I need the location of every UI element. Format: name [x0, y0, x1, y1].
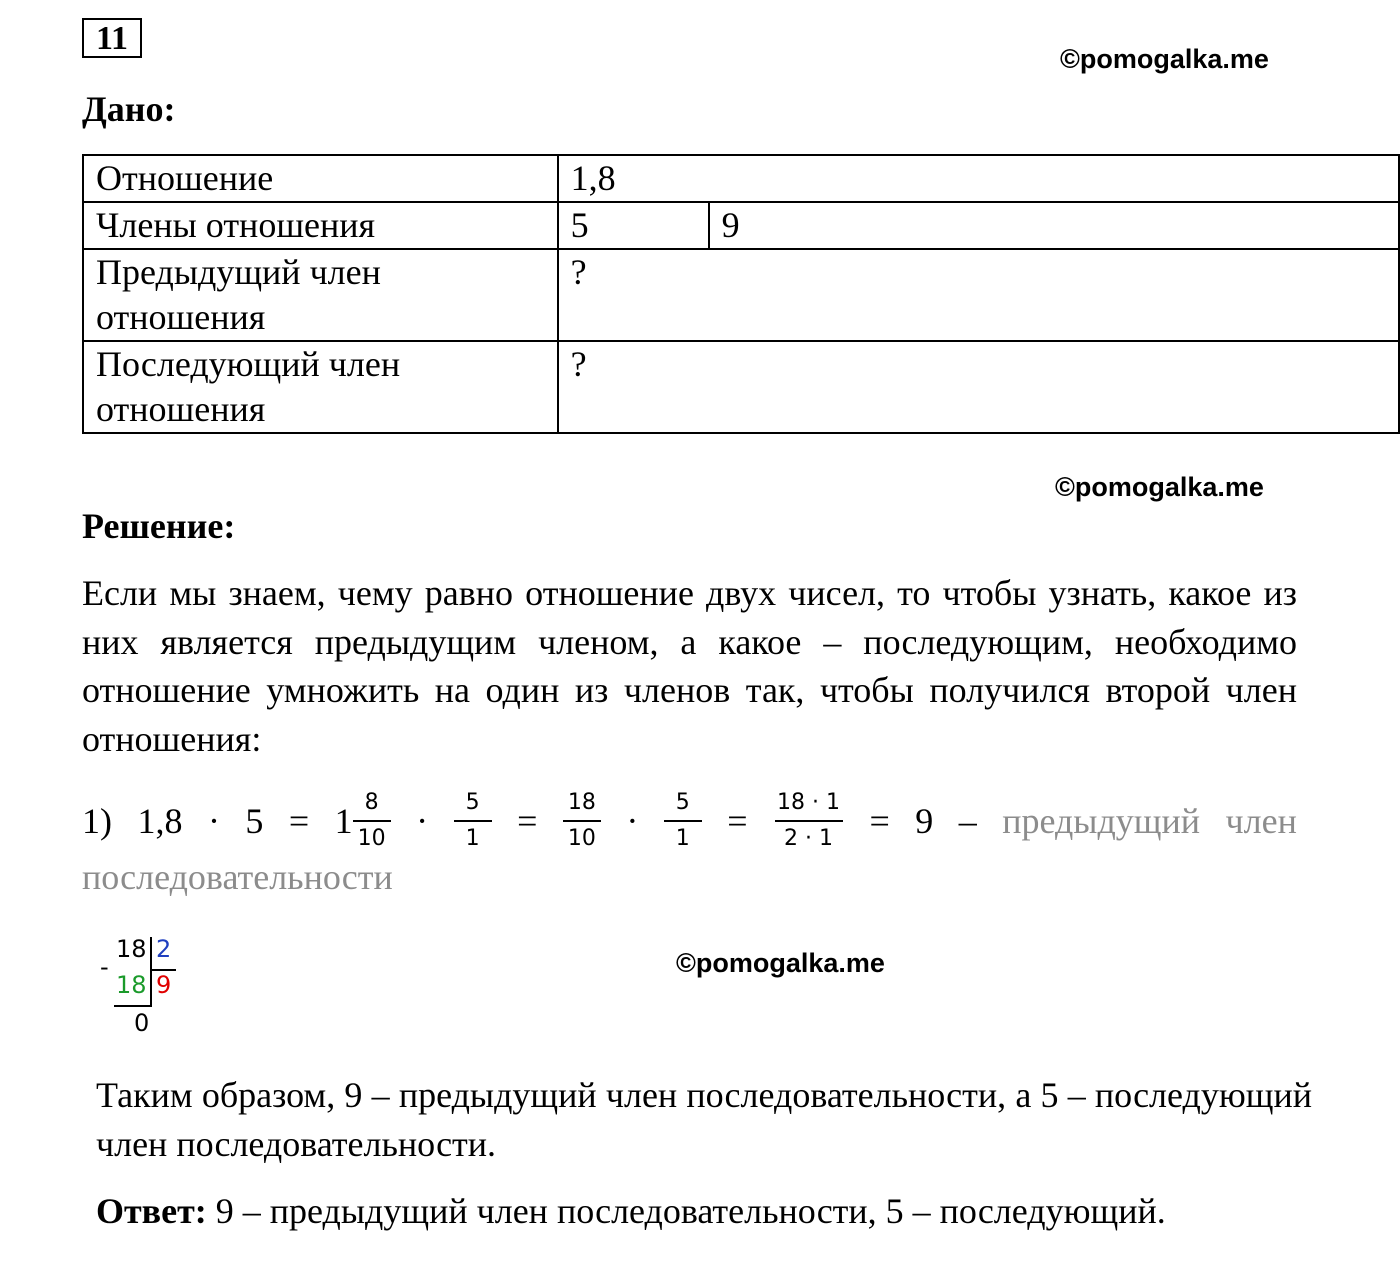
watermark: ©pomogalka.me — [1055, 472, 1264, 502]
quotient: 9 — [156, 971, 172, 999]
denominator: 1 — [454, 820, 492, 852]
term: 5 — [245, 801, 264, 841]
equals: = — [517, 801, 538, 841]
result: 9 — [915, 801, 934, 841]
term: 1,8 — [137, 801, 183, 841]
row-label: Члены отношения — [83, 202, 558, 249]
dot: · — [207, 801, 220, 841]
dot: · — [626, 801, 639, 841]
dash: – — [958, 801, 977, 841]
division-bar — [150, 937, 152, 1005]
fraction — [664, 790, 702, 852]
step-prefix: 1) — [82, 801, 112, 841]
divisor: 2 — [156, 935, 172, 963]
fraction — [454, 790, 492, 852]
table-row — [83, 155, 1399, 202]
conclusion: Таким образом, 9 – предыдущий член последовательности, а 5 – последующий член последовательности. — [96, 1075, 1312, 1164]
note-word: член — [1225, 801, 1297, 841]
fraction — [353, 790, 391, 852]
row-value: 1,8 — [558, 155, 1399, 202]
subtrahend: 18 — [116, 971, 147, 999]
numerator: 18 · 1 — [777, 790, 841, 815]
mixed-whole: 1 — [334, 801, 353, 841]
calculation-line — [82, 786, 1297, 856]
row-value-b: 9 — [709, 202, 1399, 249]
row-value: ? — [558, 249, 1399, 341]
table-row — [83, 249, 1399, 341]
dividend: 18 — [116, 935, 147, 963]
answer-label: Ответ: — [96, 1191, 207, 1231]
mixed-number — [335, 790, 391, 852]
denominator: 10 — [353, 820, 391, 852]
numerator: 18 — [567, 790, 596, 815]
note-word: предыдущий — [1002, 801, 1201, 841]
solution-heading: Решение: — [82, 506, 236, 546]
given-table — [82, 154, 1400, 434]
denominator: 10 — [563, 820, 601, 852]
note-continuation: последовательности — [82, 857, 393, 897]
row-value-a: 5 — [558, 202, 709, 249]
row-value: ? — [558, 341, 1399, 433]
denominator: 1 — [664, 820, 702, 852]
given-heading: Дано: — [82, 89, 176, 129]
numerator: 5 — [675, 790, 690, 815]
answer-text: 9 – предыдущий член последовательности, 5 – последующий. — [206, 1191, 1166, 1231]
equals: = — [288, 801, 310, 841]
dot: · — [416, 801, 429, 841]
table-row — [83, 341, 1399, 433]
row-label: Последующий член отношения — [83, 341, 558, 433]
row-label: Предыдущий член отношения — [83, 249, 558, 341]
long-division — [100, 935, 190, 1045]
numerator: 5 — [465, 790, 480, 815]
minus-sign: - — [100, 953, 109, 981]
remainder: 0 — [134, 1009, 150, 1037]
equals: = — [869, 801, 890, 841]
answer — [96, 1190, 1166, 1232]
denominator: 2 · 1 — [775, 820, 843, 852]
row-label: Отношение — [83, 155, 558, 202]
watermark: ©pomogalka.me — [1060, 44, 1269, 74]
fraction — [563, 790, 601, 852]
task-number: 11 — [82, 18, 142, 58]
table-row — [83, 202, 1399, 249]
equals: = — [727, 801, 748, 841]
subtraction-line — [114, 1005, 152, 1007]
numerator: 8 — [364, 790, 379, 815]
watermark: ©pomogalka.me — [676, 948, 885, 978]
solution-intro: Если мы знаем, чему равно отношение двух чисел, то чтобы узнать, какое из них является предыдущим членом, а какое – последующим, необходимо отношение умножить на один из членов так, чтобы получился второй член отношения: — [82, 573, 1297, 759]
fraction — [773, 790, 844, 852]
